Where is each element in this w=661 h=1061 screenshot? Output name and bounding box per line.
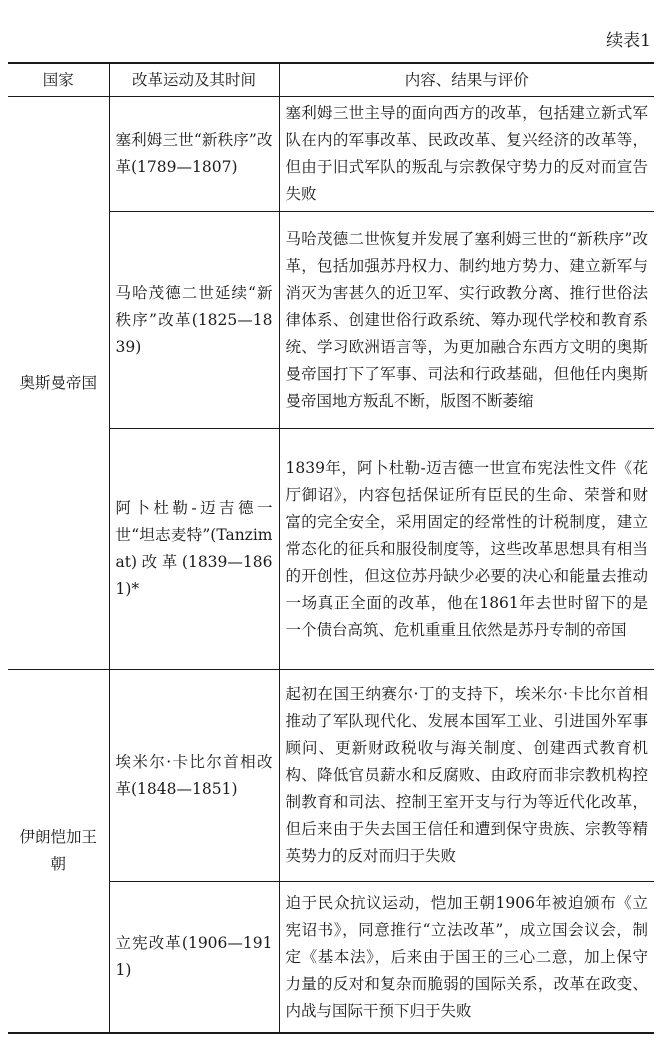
content-cell: 1839年，阿卜杜勒-迈吉德一世宣布宪法性文件《花厅御诏》，内容包括保证所有臣民的生命、荣誉和财富的完全安全，采用固定的经常性的计税制度，建立常态化的征兵和服役制度等，这些改革思想具有相当的开创性，但这位苏丹缺少必要的决心和能量去推动一场真正全面的改革，他在1861年去世时留下的是一个债台高筑、危机重重且依然是苏丹专制的帝国 xyxy=(279,429,654,670)
content-cell: 马哈茂德二世恢复并发展了塞利姆三世的“新秩序”改革，包括加强苏丹权力、制约地方势力、建立新军与消灭为害甚久的近卫军、实行政教分离、推行世俗法律体系、创建世俗行政系统、筹办现代学校和教育系统、学习欧洲语言等，为更加融合东西方文明的奥斯曼帝国打下了军事、司法和行政基础，但他任内奥斯曼帝国地方叛乱不断，版图不断萎缩 xyxy=(279,212,654,429)
content-cell: 起初在国王纳赛尔·丁的支持下，埃米尔·卡比尔首相推动了军队现代化、发展本国军工业、引进国外军事顾问、更新财政税收与海关制度、创建西式教育机构、降低官员薪水和反腐败、由政府而非宗教机构控制教育和司法、控制王室开支与行为等近代化改革，但后来由于失去国王信任和遭到保守贵族、宗教等精英势力的反对而归于失败 xyxy=(279,670,654,882)
header-reform: 改革运动及其时间 xyxy=(109,63,279,97)
country-cell: 奥斯曼帝国 xyxy=(8,97,109,670)
continued-table-label: 续表1 xyxy=(606,31,651,51)
content-cell: 塞利姆三世主导的面向西方的改革，包括建立新式军队在内的军事改革、民政改革、复兴经济的改革等，但由于旧式军队的叛乱与宗教保守势力的反对而宣告失败 xyxy=(279,97,654,212)
reform-cell: 立宪改革(1906—1911) xyxy=(109,882,279,1034)
table-row xyxy=(8,670,654,882)
header-row xyxy=(8,63,654,97)
reform-cell: 埃米尔·卡比尔首相改革(1848—1851) xyxy=(109,670,279,882)
reform-cell: 阿卜杜勒-迈吉德一世“坦志麦特”(Tanzimat)改革(1839—1861)* xyxy=(109,429,279,670)
content-cell: 迫于民众抗议运动，恺加王朝1906年被迫颁布《立宪诏书》，同意推行“立法改革”，成立国会议会，制定《基本法》，后来由于国王的三心二意，加上保守力量的反对和复杂而脆弱的国际关系，改革在政变、内战与国际干预下归于失败 xyxy=(279,882,654,1034)
reform-cell: 塞利姆三世“新秩序”改革(1789—1807) xyxy=(109,97,279,212)
header-content: 内容、结果与评价 xyxy=(279,63,654,97)
country-cell: 伊朗恺加王朝 xyxy=(8,670,109,1034)
reform-table xyxy=(8,62,654,1034)
reform-cell: 马哈茂德二世延续“新秩序”改革(1825—1839) xyxy=(109,212,279,429)
table-row xyxy=(8,97,654,212)
header-country: 国家 xyxy=(8,63,109,97)
